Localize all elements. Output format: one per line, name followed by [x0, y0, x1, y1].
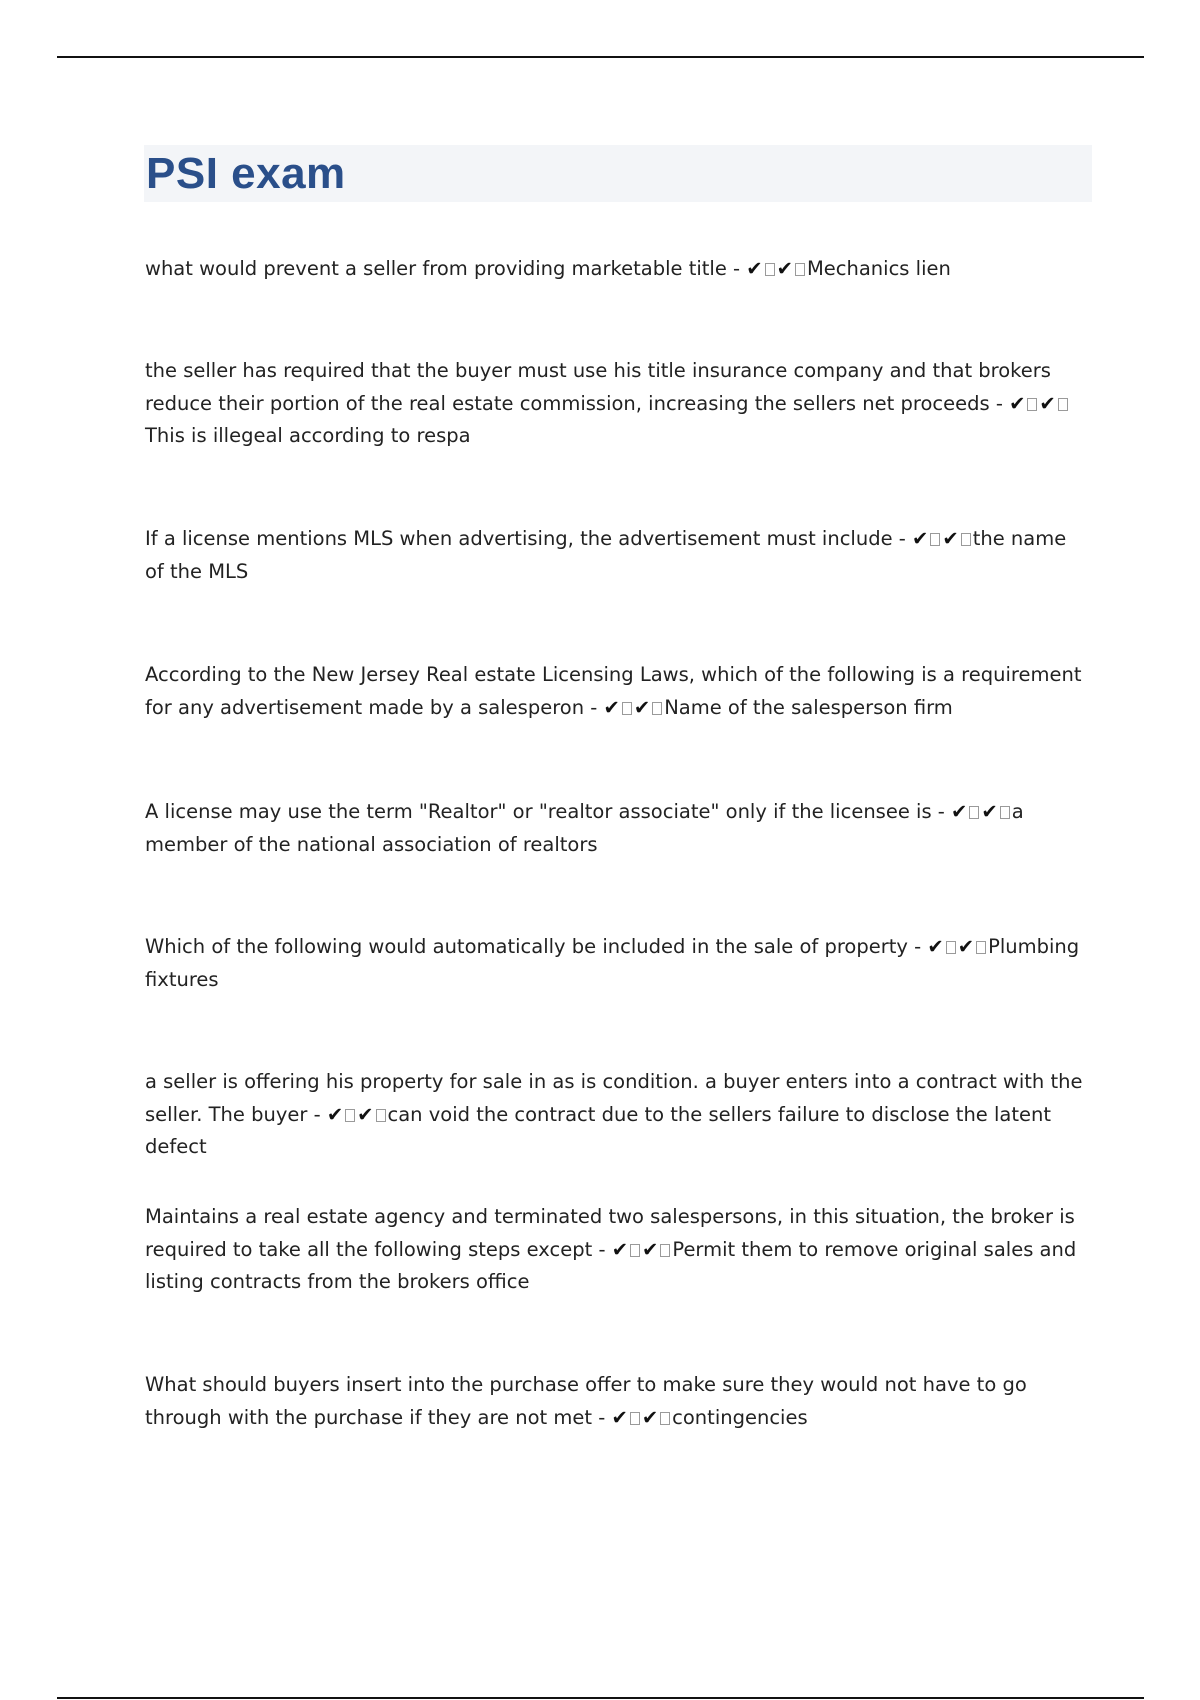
missing-glyph-box-icon — [969, 806, 979, 819]
missing-glyph-box-icon — [961, 533, 971, 546]
question-text: Which of the following would automatically be included in the sale of property — [145, 935, 908, 958]
check-icon: ✔ — [1039, 391, 1056, 415]
answer-text: contingencies — [672, 1405, 808, 1429]
qa-item-8: Maintains a real estate agency and terminated two salespersons, in this situation, the broker is required to take all the following steps except - ✔ ✔ Permit them to remove original sales and listing contracts from the brokers office — [145, 1205, 1077, 1293]
question-text: Maintains a real estate agency and terminated two salespersons, in this situation, the broker is required to take all the following steps except — [145, 1205, 1075, 1261]
answer-text: Plumbing fixtures — [145, 935, 1080, 991]
check-icon: ✔ — [776, 257, 793, 280]
qa-item-7: a seller is offering his property for sale in as is condition. a buyer enters into a contract with the seller. The buyer - ✔ ✔ can void the contract due to the sellers failure to disclose the latent defect — [145, 1070, 1083, 1158]
missing-glyph-box-icon — [946, 941, 956, 954]
missing-glyph-box-icon — [795, 263, 805, 276]
qa-item-3: If a license mentions MLS when advertising, the advertisement must include - ✔ ✔ the name of the MLS — [145, 527, 1067, 583]
answer-text: Name of the salesperson firm — [664, 695, 953, 719]
header-rule — [57, 56, 1144, 58]
check-icon: ✔ — [611, 1237, 629, 1261]
missing-glyph-box-icon — [976, 941, 986, 954]
answer-text: This is illegeal according to respa — [145, 424, 471, 447]
question-text: If a license mentions MLS when advertising, the advertisement must include — [145, 527, 893, 550]
missing-glyph-box-icon — [660, 1412, 670, 1425]
check-icon: ✔ — [633, 695, 651, 719]
check-icon: ✔ — [357, 1102, 374, 1126]
footer-rule — [57, 1697, 1144, 1699]
answer-text: Mechanics lien — [806, 257, 951, 280]
missing-glyph-box-icon — [1058, 398, 1068, 411]
missing-glyph-box-icon — [630, 1244, 640, 1257]
missing-glyph-box-icon — [930, 533, 940, 546]
check-icon: ✔ — [642, 1237, 659, 1261]
question-text: a seller is offering his property for sale in as is condition. a buyer enters into a contract with the seller. The buyer — [145, 1070, 1083, 1126]
check-icon: ✔ — [1009, 391, 1026, 415]
answer-text: a member of the national association of realtors — [145, 800, 1024, 856]
missing-glyph-box-icon — [765, 263, 775, 276]
check-icon: ✔ — [951, 800, 968, 823]
question-text: what would prevent a seller from providing marketable title — [145, 257, 727, 280]
qa-item-2: the seller has required that the buyer must use his title insurance company and that brokers reduce their portion of the real estate commission, increasing the sellers net proceeds - ✔ ✔This is illegeal according to respa — [145, 355, 1090, 453]
missing-glyph-box-icon — [1000, 806, 1010, 819]
answer-text: Permit them to remove original sales and listing contracts from the brokers office — [145, 1237, 1077, 1293]
check-icon: ✔ — [927, 935, 944, 958]
question-text: A license may use the term "Realtor" or "realtor associate" only if the licensee is — [145, 800, 932, 823]
question-text: According to the New Jersey Real estate Licensing Laws, which of the following is a requirement for any advertisement made by a salesperon — [145, 663, 1082, 719]
question-text: the seller has required that the buyer must use his title insurance company and that brokers reduce their portion of the real estate commission, increasing the sellers net proceeds — [145, 359, 1051, 415]
page-title: PSI exam — [146, 149, 346, 198]
answer-text: can void the contract due to the sellers failure to disclose the latent defect — [145, 1102, 1052, 1158]
qa-item-9: What should buyers insert into the purchase offer to make sure they would not have to go through with the purchase if they are not met - ✔ ✔ contingencies — [145, 1373, 1027, 1429]
check-icon: ✔ — [326, 1102, 344, 1126]
missing-glyph-box-icon — [622, 702, 632, 715]
check-icon: ✔ — [957, 935, 975, 958]
qa-item-4: According to the New Jersey Real estate Licensing Laws, which of the following is a requirement for any advertisement made by a salesperon - ✔ ✔ Name of the salesperson firm — [145, 663, 1082, 719]
check-icon: ✔ — [641, 1405, 659, 1429]
answer-text: the name of the MLS — [145, 527, 1067, 583]
question-text: What should buyers insert into the purchase offer to make sure they would not have to go through with the purchase if they are not met — [145, 1373, 1027, 1429]
missing-glyph-box-icon — [345, 1109, 355, 1122]
check-icon: ✔ — [611, 1405, 628, 1429]
title-banner — [144, 145, 1092, 202]
missing-glyph-box-icon — [1027, 398, 1037, 411]
check-icon: ✔ — [603, 695, 620, 719]
qa-item-1: what would prevent a seller from providing marketable title - ✔ ✔ Mechanics lien — [145, 257, 951, 280]
check-icon: ✔ — [981, 800, 998, 823]
qa-item-5: A license may use the term "Realtor" or "realtor associate" only if the licensee is - ✔ ✔ a member of the national association of realtors — [145, 800, 1024, 856]
check-icon: ✔ — [746, 257, 763, 280]
missing-glyph-box-icon — [660, 1244, 670, 1257]
missing-glyph-box-icon — [630, 1412, 640, 1425]
qa-item-6: Which of the following would automatically be included in the sale of property - ✔ ✔ Plumbing fixtures — [145, 935, 1080, 991]
missing-glyph-box-icon — [652, 702, 662, 715]
missing-glyph-box-icon — [376, 1109, 386, 1122]
check-icon: ✔ — [912, 527, 929, 550]
check-icon: ✔ — [942, 527, 959, 550]
